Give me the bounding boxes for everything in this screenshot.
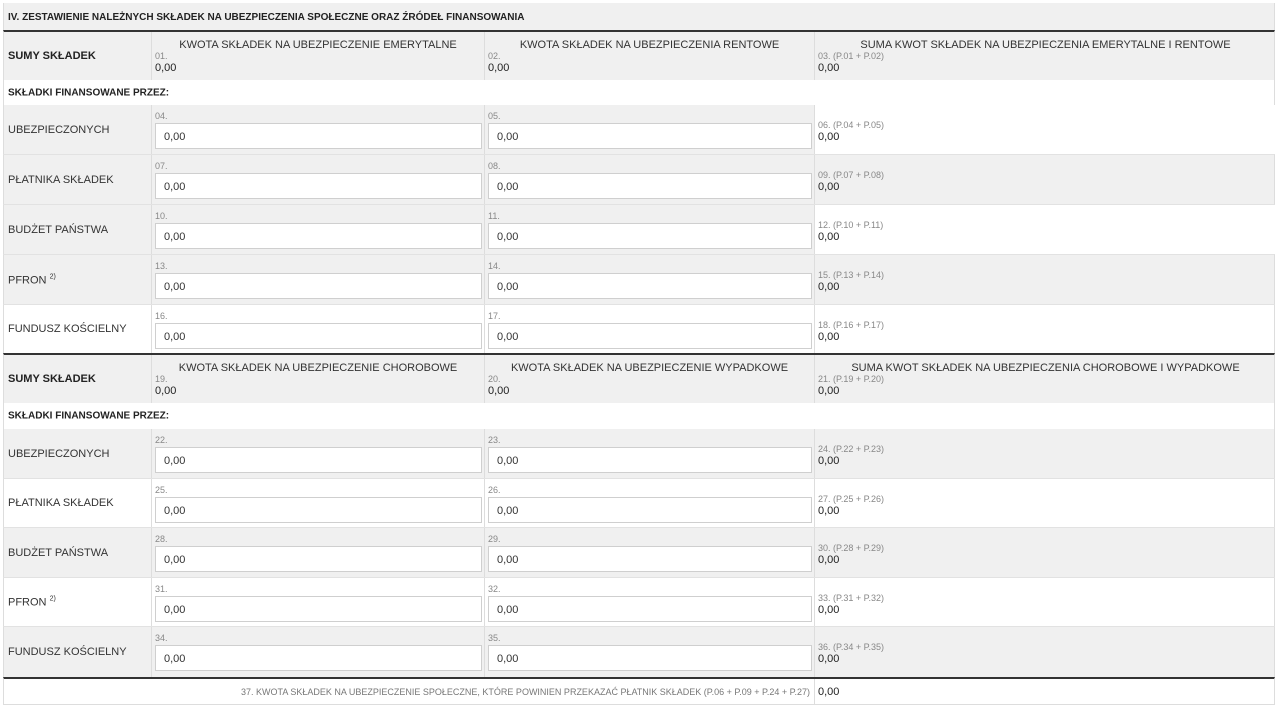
amount-input[interactable]: 0,00 (488, 173, 812, 199)
field-number: 16. (155, 311, 168, 321)
field-number: 03. (P.01 + P.02) (818, 51, 884, 61)
amount-input[interactable]: 0,00 (155, 323, 482, 349)
field-number: 27. (P.25 + P.26) (818, 494, 884, 504)
table-row (3, 205, 1275, 255)
amount-input[interactable]: 0,00 (155, 123, 482, 149)
field-number: 02. (488, 51, 501, 61)
calculated-value: 0,00 (818, 653, 840, 665)
amount-input[interactable]: 0,00 (488, 596, 812, 622)
field-number: 35. (488, 633, 501, 643)
field-number: 33. (P.31 + P.32) (818, 593, 884, 603)
field-number: 24. (P.22 + P.23) (818, 444, 884, 454)
section-header (3, 3, 1275, 30)
table-row (3, 479, 1275, 528)
sum-value: 0,00 (818, 62, 840, 74)
field-number: 21. (P.19 + P.20) (818, 374, 884, 384)
field-number: 09. (P.07 + P.08) (818, 170, 884, 180)
footnote-marker: 2) (49, 273, 56, 281)
calculated-value: 0,00 (818, 604, 840, 616)
field-number: 04. (155, 111, 168, 121)
table-row (3, 105, 1275, 155)
row-label: PFRON $^{2)}$ (8, 595, 56, 609)
section-title: IV. ZESTAWIENIE NALEŻNYCH SKŁADEK NA UBEZPIECZENIA SPOŁECZNE ORAZ ŹRÓDEŁ FINANSOWANIA (8, 12, 525, 23)
amount-input[interactable]: 0,00 (155, 645, 482, 671)
table-row (3, 627, 1275, 677)
field-number: 29. (488, 534, 501, 544)
column-header: SUMA KWOT SKŁADEK NA UBEZPIECZENIA EMERYTALNE I RENTOWE (860, 39, 1231, 51)
funded-by-label: SKŁADKI FINANSOWANE PRZEZ: (8, 87, 170, 98)
field-number: 26. (488, 485, 501, 495)
field-number: 08. (488, 161, 501, 171)
amount-input[interactable]: 0,00 (488, 323, 812, 349)
field-number: 15. (P.13 + P.14) (818, 270, 884, 280)
field-number: 11. (488, 211, 500, 221)
amount-input[interactable]: 0,00 (155, 173, 482, 199)
field-number: 12. (P.10 + P.11) (818, 220, 884, 230)
table-row (3, 528, 1275, 578)
field-number: 31. (155, 584, 168, 594)
row-label: BUDŻET PAŃSTWA (8, 223, 109, 236)
total-label: 37. KWOTA SKŁADEK NA UBEZPIECZENIE SPOŁECZNE, KTÓRE POWINIEN PRZEKAZAĆ PŁATNIK SKŁADEK (P.06 + P.09 + P.24 + P.27) (241, 686, 810, 697)
calculated-value: 0,00 (818, 281, 840, 293)
total-value: 0,00 (818, 685, 840, 698)
row-label: FUNDUSZ KOŚCIELNY (8, 323, 127, 335)
amount-input[interactable]: 0,00 (488, 645, 812, 671)
calculated-value: 0,00 (818, 554, 840, 566)
sums-row (3, 30, 1275, 80)
row-label: PŁATNIKA SKŁADEK (8, 173, 114, 186)
column-header: KWOTA SKŁADEK NA UBEZPIECZENIE CHOROBOWE (178, 362, 458, 374)
column-header: SUMA KWOT SKŁADEK NA UBEZPIECZENIA CHOROBOWE I WYPADKOWE (851, 362, 1240, 374)
column-header: KWOTA SKŁADEK NA UBEZPIECZENIA RENTOWE (519, 39, 780, 51)
amount-input[interactable]: 0,00 (155, 447, 482, 473)
sum-value: 0,00 (155, 385, 177, 397)
funded-by-row (3, 403, 1275, 429)
amount-input[interactable]: 0,00 (488, 273, 812, 299)
amount-input[interactable]: 0,00 (155, 497, 482, 523)
field-number: 34. (155, 633, 168, 643)
row-label: FUNDUSZ KOŚCIELNY (8, 646, 127, 658)
row-label: UBEZPIECZONYCH (8, 123, 110, 136)
table-row (3, 255, 1275, 305)
funded-by-row (3, 80, 1275, 105)
field-number: 10. (155, 211, 168, 221)
field-number: 23. (488, 435, 501, 445)
field-number: 18. (P.16 + P.17) (818, 320, 884, 330)
footnote-marker: 2) (49, 595, 56, 603)
field-number: 28. (155, 534, 168, 544)
field-number: 07. (155, 161, 168, 171)
amount-input[interactable]: 0,00 (155, 546, 482, 572)
column-header: KWOTA SKŁADEK NA UBEZPIECZENIE EMERYTALNE (179, 39, 457, 51)
sum-value: 0,00 (155, 62, 177, 74)
field-number: 30. (P.28 + P.29) (818, 543, 884, 553)
field-number: 20. (488, 374, 501, 384)
table-row (3, 578, 1275, 627)
sums-label: SUMY SKŁADEK (8, 373, 96, 385)
field-number: 25. (155, 485, 168, 495)
amount-input[interactable]: 0,00 (488, 447, 812, 473)
field-number: 14. (488, 261, 501, 271)
field-number: 22. (155, 435, 168, 445)
total-row (3, 677, 1275, 705)
amount-input[interactable]: 0,00 (488, 546, 812, 572)
row-label: PŁATNIKA SKŁADEK (8, 497, 114, 509)
calculated-value: 0,00 (818, 331, 840, 343)
calculated-value: 0,00 (818, 131, 840, 143)
field-number: 06. (P.04 + P.05) (818, 120, 884, 130)
calculated-value: 0,00 (818, 455, 840, 467)
field-number: 05. (488, 111, 501, 121)
table-row (3, 155, 1275, 205)
sum-value: 0,00 (488, 62, 510, 74)
field-number: 32. (488, 584, 501, 594)
sum-value: 0,00 (818, 385, 840, 397)
sum-value: 0,00 (488, 385, 510, 397)
amount-input[interactable]: 0,00 (155, 223, 482, 249)
row-label: BUDŻET PAŃSTWA (8, 546, 109, 559)
column-header: KWOTA SKŁADEK NA UBEZPIECZENIE WYPADKOWE (510, 362, 789, 374)
sums-label: SUMY SKŁADEK (8, 50, 96, 62)
amount-input[interactable]: 0,00 (155, 273, 482, 299)
funded-by-label: SKŁADKI FINANSOWANE PRZEZ: (8, 410, 170, 422)
amount-input[interactable]: 0,00 (488, 497, 812, 523)
calculated-value: 0,00 (818, 505, 840, 517)
field-number: 19. (155, 374, 168, 384)
field-number: 17. (488, 311, 501, 321)
amount-input[interactable]: 0,00 (488, 123, 812, 149)
calculated-value: 0,00 (818, 181, 840, 193)
table-row (3, 305, 1275, 353)
amount-input[interactable]: 0,00 (155, 596, 482, 622)
sums-row (3, 353, 1275, 403)
row-label: UBEZPIECZONYCH (8, 447, 110, 460)
field-number: 01. (155, 51, 168, 61)
amount-input[interactable]: 0,00 (488, 223, 812, 249)
row-label: PFRON $^{2)}$ (8, 273, 56, 286)
field-number: 13. (155, 261, 168, 271)
calculated-value: 0,00 (818, 231, 840, 243)
table-row (3, 429, 1275, 479)
field-number: 36. (P.34 + P.35) (818, 642, 884, 652)
